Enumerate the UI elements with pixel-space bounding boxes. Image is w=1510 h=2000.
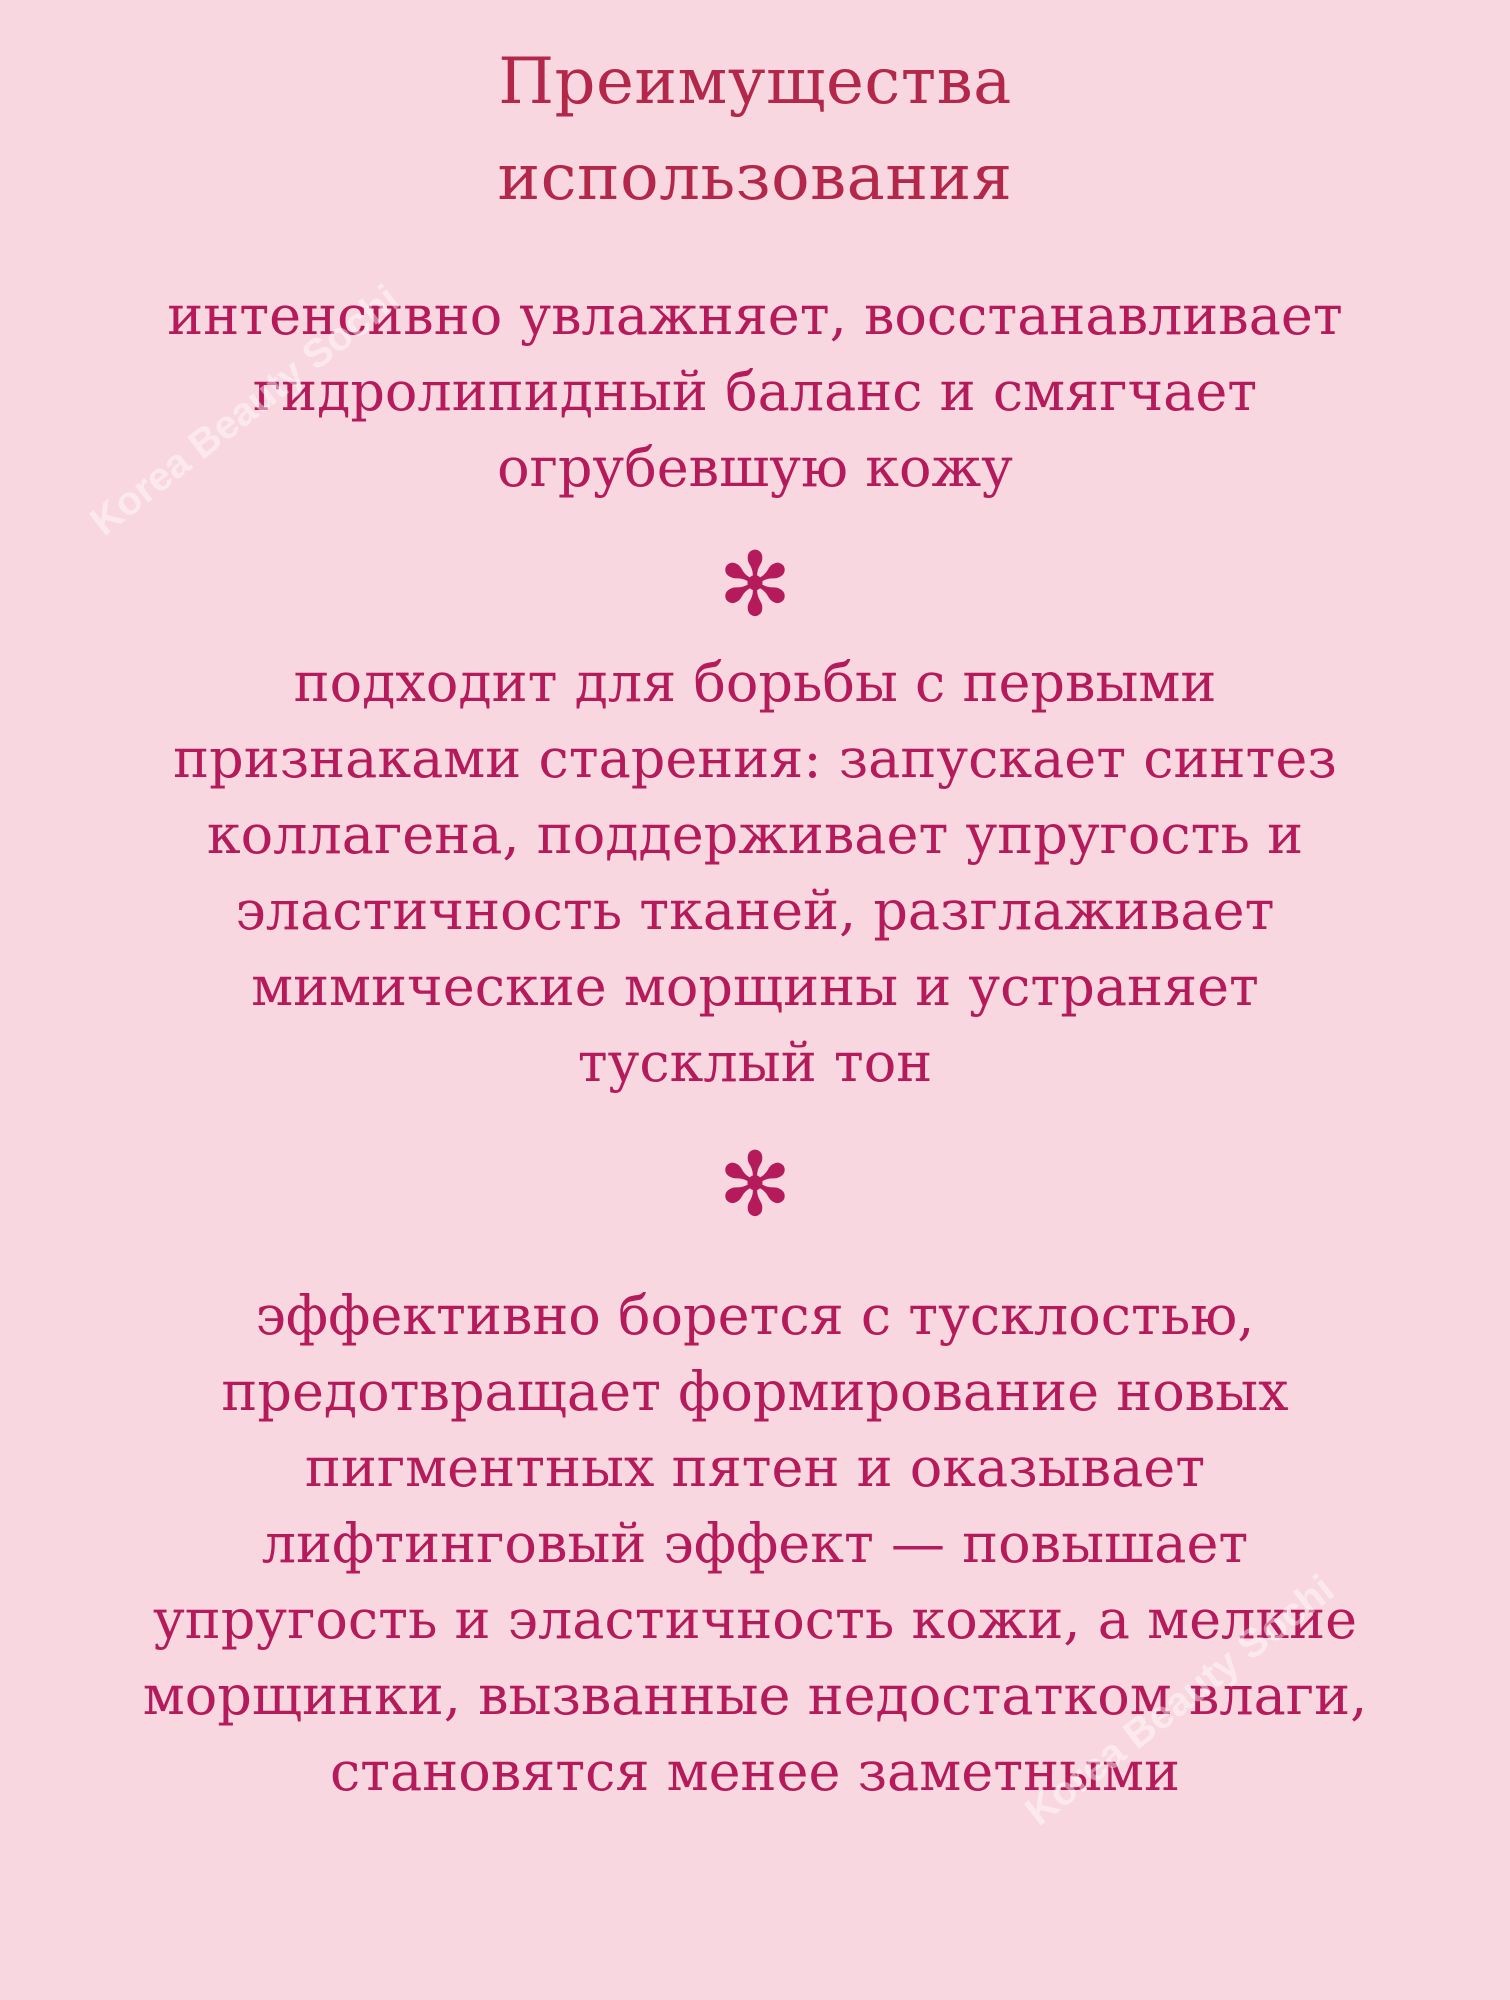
- benefit-block: [0, 278, 1510, 506]
- benefit-line: эффективно борется с тусклостью,: [255, 1284, 1255, 1347]
- benefit-line: упругость и эластичность кожи, а мелкие: [152, 1588, 1358, 1651]
- benefit-line: гидролипидный баланс и смягчает: [252, 360, 1258, 423]
- page-title: [0, 34, 1510, 226]
- title-line: Преимущества: [498, 45, 1012, 119]
- benefit-line: тусклый тон: [577, 1031, 933, 1094]
- benefit-line: мимические морщины и устраняет: [251, 955, 1259, 1018]
- benefit-line: морщинки, вызванные недостатком влаги,: [142, 1664, 1368, 1727]
- benefit-block: [0, 1278, 1510, 1810]
- benefit-line: лифтинговый эффект — повышает: [261, 1512, 1249, 1575]
- benefit-line: интенсивно увлажняет, восстанавливает: [167, 284, 1343, 347]
- benefit-line: эластичность тканей, разглаживает: [235, 879, 1275, 942]
- asterisk-icon: ✻: [718, 533, 792, 636]
- benefit-line: огрубевшую кожу: [497, 436, 1013, 499]
- benefit-line: становятся менее заметными: [329, 1740, 1181, 1803]
- benefit-line: предотвращает формирование новых: [221, 1360, 1289, 1423]
- benefit-line: подходит для борьбы с первыми: [293, 651, 1217, 714]
- benefit-line: пигментных пятен и оказывает: [304, 1436, 1206, 1499]
- watermark-text: Korea Beauty Sochi: [1017, 1566, 1343, 1835]
- asterisk-icon: ✻: [718, 1133, 792, 1236]
- benefit-line: признаками старения: запускает синтез: [173, 727, 1337, 790]
- title-line: использования: [497, 141, 1013, 215]
- benefit-block: [0, 645, 1510, 1101]
- watermark-text: Korea Beauty Sochi: [82, 276, 408, 545]
- benefit-line: коллагена, поддерживает упругость и: [206, 803, 1304, 866]
